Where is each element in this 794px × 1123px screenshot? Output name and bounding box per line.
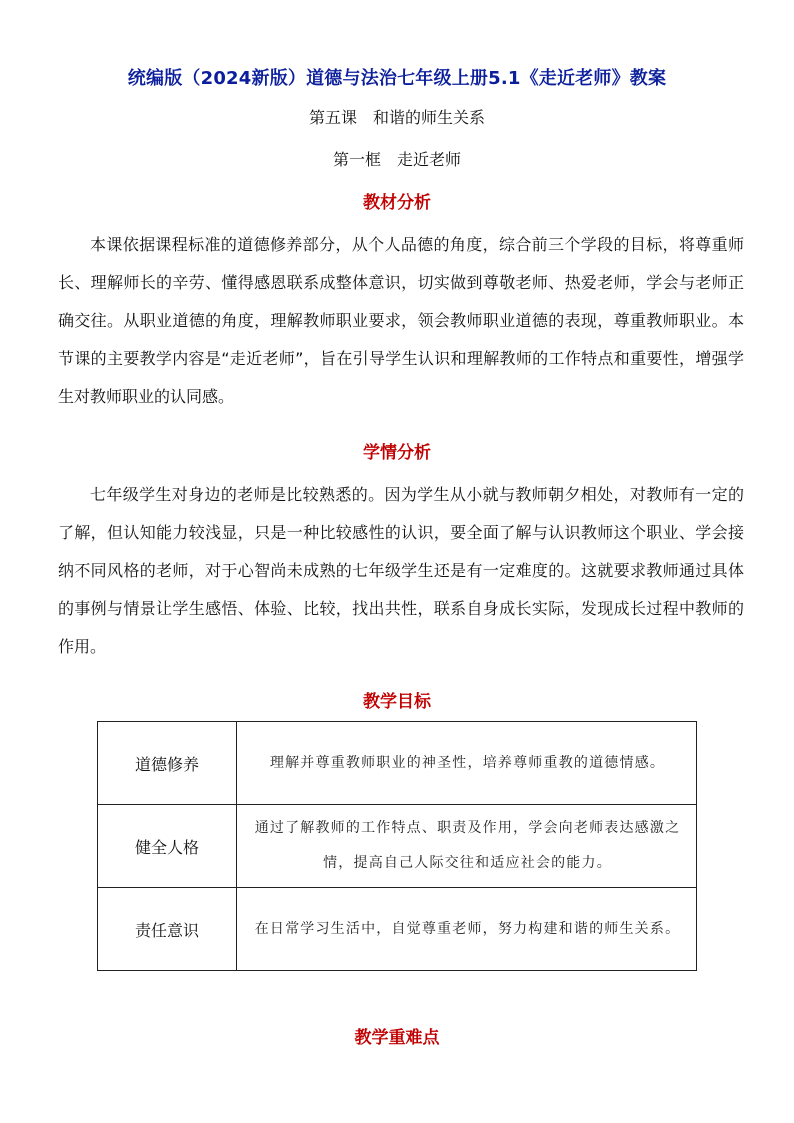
teaching-goals-table xyxy=(97,721,697,971)
student-analysis-heading: 学情分析 xyxy=(363,443,431,463)
table-row xyxy=(98,722,697,805)
goal-label-moral: 道德修养 xyxy=(98,722,237,805)
goal-desc-moral: 理解并尊重教师职业的神圣性，培养尊师重教的道德情感。 xyxy=(237,722,697,805)
textbook-analysis-paragraph: 本课依据课程标准的道德修养部分，从个人品德的角度，综合前三个学段的目标，将尊重师长、理解师长的辛劳、懂得感恩联系成整体意识，切实做到尊敬老师、热爱老师，学会与老师正确交往。从职业道德的角度，理解教师职业要求，领会教师职业道德的表现，尊重教师职业。本节课的主要教学内容是“走近老师”，旨在引导学生认识和理解教师的工作特点和重要性，增强学生对教师职业的认同感。 xyxy=(58,235,744,406)
table-row xyxy=(98,888,697,971)
goal-label-personality: 健全人格 xyxy=(98,805,237,888)
table-row xyxy=(98,805,697,888)
goal-desc-personality: 通过了解教师的工作特点、职责及作用，学会向老师表达感激之情，提高自己人际交往和适应社会的能力。 xyxy=(237,805,697,888)
goal-desc-responsibility: 在日常学习生活中，自觉尊重老师，努力构建和谐的师生关系。 xyxy=(237,888,697,971)
lesson-title: 第五课 和谐的师生关系 xyxy=(308,108,485,127)
teaching-goals-heading: 教学目标 xyxy=(363,692,431,712)
frame-title: 第一框 走近老师 xyxy=(332,150,461,169)
document-title: 统编版（2024新版）道德与法治七年级上册5.1《走近老师》教案 xyxy=(127,68,667,89)
student-analysis-paragraph: 七年级学生对身边的老师是比较熟悉的。因为学生从小就与教师朝夕相处，对教师有一定的了解，但认知能力较浅显，只是一种比较感性的认识，要全面了解与认识教师这个职业、学会接纳不同风格的老师，对于心智尚未成熟的七年级学生还是有一定难度的。这就要求教师通过具体的事例与情景让学生感悟、体验、比较，找出共性，联系自身成长实际，发现成长过程中教师的作用。 xyxy=(58,485,744,656)
textbook-analysis-heading: 教材分析 xyxy=(363,193,431,213)
key-points-heading: 教学重难点 xyxy=(354,1028,440,1048)
goal-label-responsibility: 责任意识 xyxy=(98,888,237,971)
